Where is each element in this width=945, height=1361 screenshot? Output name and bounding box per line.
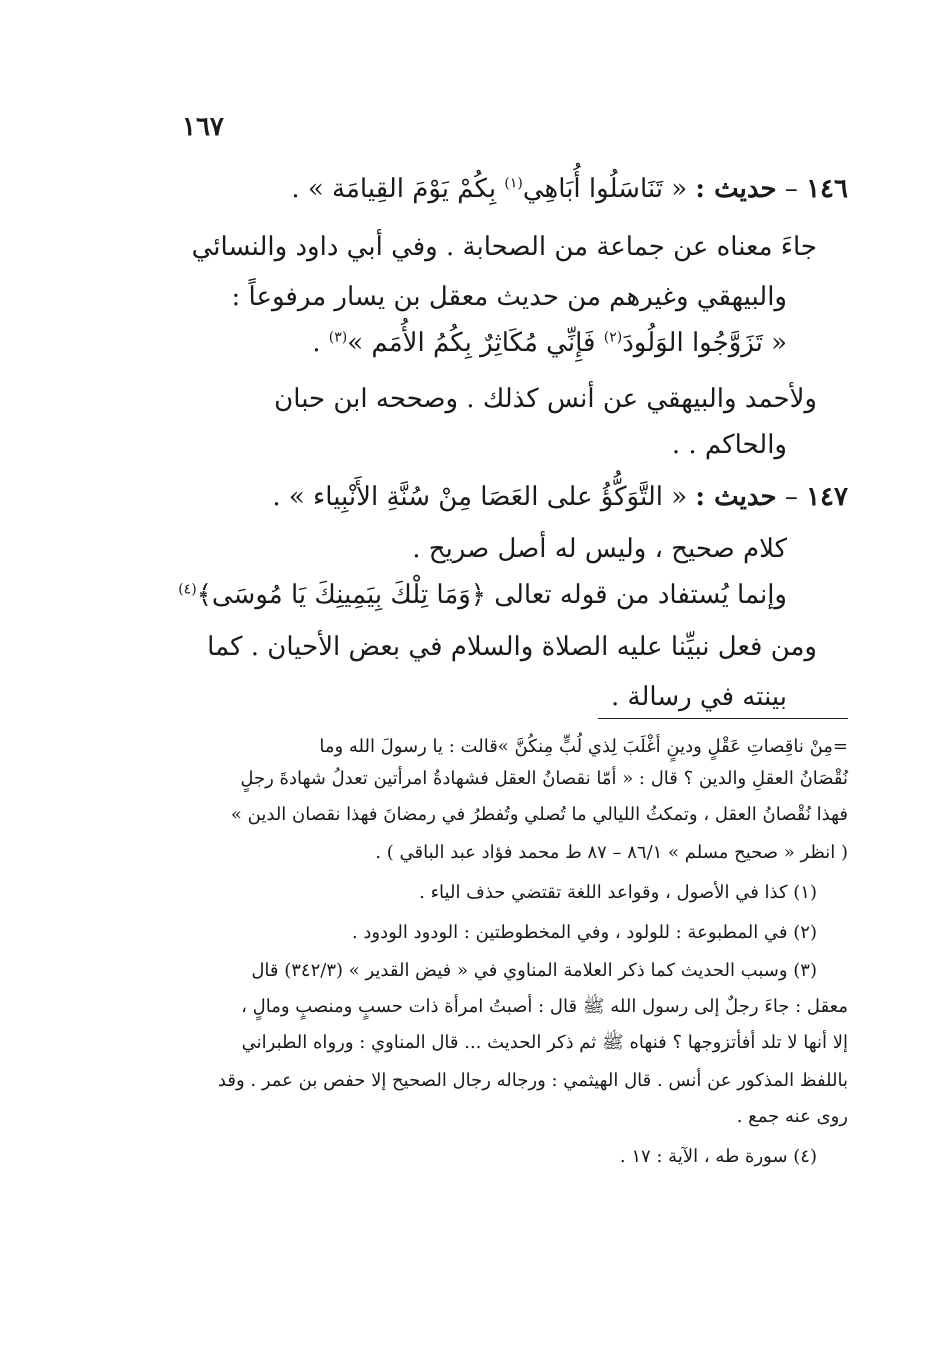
- hadith-label: حديث :: [695, 174, 777, 204]
- footnote-1: (١) كذا في الأصول ، وقواعد اللغة تقتضي حذف الياء .: [419, 882, 817, 903]
- hadith-text: بِكُمْ يَوْمَ القِيامَة » .: [291, 174, 497, 204]
- footnote-4: (٤) سورة طه ، الآية : ١٧ .: [619, 1146, 817, 1167]
- paragraph-line: ومن فعل نبيِّنا عليه الصلاة والسلام في بعض الأحيان . كما: [207, 632, 817, 662]
- footnote-3-line: باللفظ المذكور عن أنس . قال الهيثمي : ورجاله رجال الصحيح إلا حفص بن عمر . وقد: [217, 1070, 848, 1091]
- hadith-147-heading: [272, 484, 848, 510]
- paragraph-line: كلام صحيح ، وليس له أصل صريح .: [412, 534, 787, 564]
- footnote-2: (٢) في المطبوعة : للولود ، وفي المخطوطتين : الودود الودود .: [351, 922, 817, 943]
- footnote-continuation-line: فهذا نُقْصانُ العقل ، وتمكثُ الليالي ما تُصلي وتُفطرُ في رمضانَ فهذا نقصان الدين »: [230, 804, 848, 825]
- footnote-3-line: معقل : جاءَ رجلٌ إلى رسول الله ﷺ قال : أصبتُ امرأة ذات حسبٍ ومنصبٍ ومالٍ ،: [241, 996, 848, 1017]
- quote-text: فَإِنِّي مُكَاثِرٌ بِكُمُ الأُمَم »: [347, 328, 596, 358]
- footnote-divider: [598, 718, 848, 719]
- paragraph-line: ولأحمد والبيهقي عن أنس كذلك . وصححه ابن حبان: [274, 384, 817, 414]
- footnote-ref: (٢): [603, 329, 623, 346]
- paragraph-line: والحاكم . .: [671, 430, 787, 460]
- paragraph-line: بينته في رسالة .: [611, 682, 787, 712]
- quote-text: « تَزَوَّجُوا الوَلُودَ: [622, 328, 787, 358]
- hadith-number: ١٤٧: [806, 482, 848, 512]
- footnote-ref: (٣): [328, 329, 348, 346]
- hadith-text: « التَّوَكُّؤُ على العَصَا مِنْ سُنَّةِ الأَنْبِياء » .: [272, 482, 688, 512]
- paragraph-line: [178, 582, 787, 608]
- footnote-continuation-line: =مِنْ ناقِصاتِ عَقْلٍ ودينٍ أغْلَبَ لِذي لُبٍّ مِنكُنَّ »قالت : يا رسولَ الله وما: [319, 736, 848, 757]
- page-number: ١٦٧: [182, 112, 224, 142]
- hadith-146-heading: [291, 176, 848, 202]
- footnote-3-line: روى عنه جمع .: [736, 1106, 848, 1127]
- footnote-continuation-line: ( انظر « صحيح مسلم » ٨٦/١ – ٨٧ ط محمد فؤاد عبد الباقي ) .: [375, 842, 848, 863]
- footnote-3-line: إلا أنها لا تلد أفأتزوجها ؟ فنهاه ﷺ ثم ذكر الحديث ... قال المناوي : ورواه الطبراني: [241, 1032, 848, 1053]
- dash: –: [784, 174, 798, 204]
- footnote-continuation-line: نُقْصَانُ العقلِ والدين ؟ قال : « أمّا نقصانُ العقل فشهادةُ امرأتين تعدلُ شهادةَ رجلٍ: [240, 768, 848, 789]
- paragraph-text: وإنما يُستفاد من قوله تعالى ﴿وَمَا تِلْكَ بِيَمِينِكَ يَا مُوسَى﴾: [196, 580, 787, 610]
- hadith-label: حديث :: [695, 482, 777, 512]
- hadith-text: « تَنَاسَلُوا أُبَاهِي: [522, 174, 688, 204]
- quote-end: .: [312, 328, 321, 358]
- hadith-number: ١٤٦: [806, 174, 848, 204]
- footnote-3-line: (٣) وسبب الحديث كما ذكر العلامة المناوي في « فيض القدير » (٣٤٢/٣) قال: [251, 960, 817, 981]
- dash: –: [784, 482, 798, 512]
- footnote-ref: (٤): [178, 581, 197, 598]
- footnote-ref: (١): [504, 175, 523, 192]
- quoted-hadith: [312, 330, 787, 356]
- paragraph-line: جاءَ معناه عن جماعة من الصحابة . وفي أبي داود والنسائي: [191, 232, 817, 262]
- paragraph-line: والبيهقي وغيرهم من حديث معقل بن يسار مرفوعاً :: [231, 282, 787, 312]
